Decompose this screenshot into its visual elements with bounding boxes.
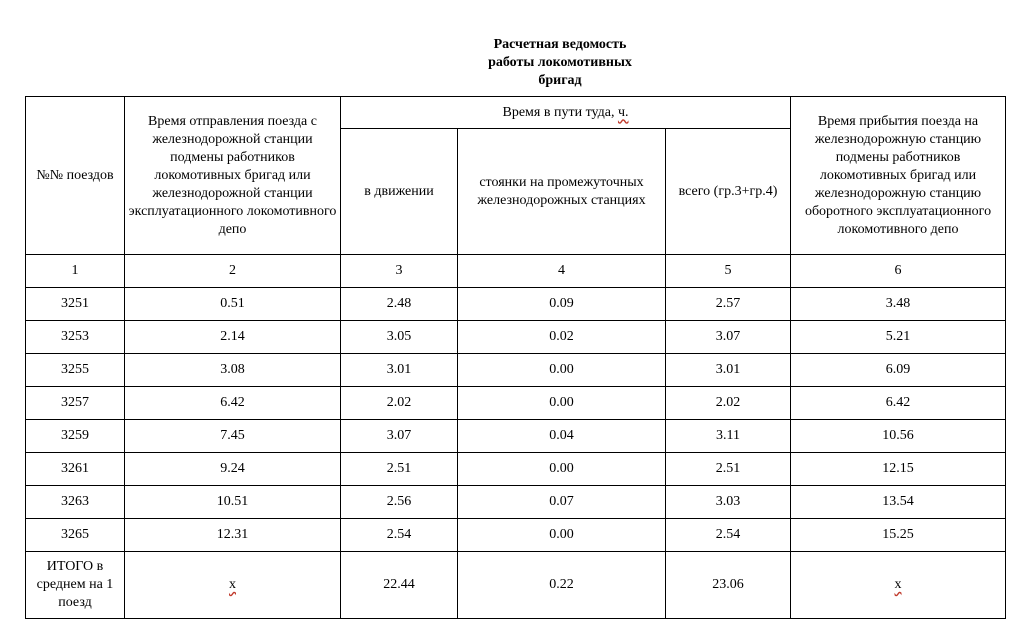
- header-in-motion: в движении: [341, 129, 458, 255]
- train-number-cell: 3251: [26, 288, 125, 321]
- total-departure-cell: [125, 552, 341, 619]
- stops-cell: 0.00: [458, 453, 666, 486]
- header-row-top: [26, 97, 1006, 129]
- train-number-cell: 3265: [26, 519, 125, 552]
- in-motion-cell: 2.54: [341, 519, 458, 552]
- train-number-cell: 3253: [26, 321, 125, 354]
- table-row: [26, 387, 1006, 420]
- total-time-cell: 3.01: [666, 354, 791, 387]
- title-line-2: работы локомотивных: [488, 55, 632, 70]
- total-arrival-value: х: [894, 577, 902, 592]
- in-motion-cell: 3.01: [341, 354, 458, 387]
- in-motion-cell: 2.51: [341, 453, 458, 486]
- stops-cell: 0.09: [458, 288, 666, 321]
- locomotive-crew-report-table: [25, 96, 1006, 619]
- total-time-cell: 2.54: [666, 519, 791, 552]
- total-label: ИТОГО в среднем на 1 поезд: [26, 552, 125, 619]
- header-travel-time-unit: ч.: [617, 104, 629, 120]
- arrival-time-cell: 10.56: [791, 420, 1006, 453]
- total-departure-value: х: [229, 577, 236, 592]
- header-travel-time-prefix: Время в пути туда,: [502, 104, 618, 120]
- arrival-time-cell: 12.15: [791, 453, 1006, 486]
- header-arrival-time: Время прибытия поезда на железнодорожную станцию подмены работников локомотивных бригад или железнодорожную станцию оборотного эксплуатационного локомотивного депо: [791, 97, 1006, 255]
- train-number-cell: 3257: [26, 387, 125, 420]
- table-row: [26, 486, 1006, 519]
- header-departure-time: Время отправления поезда с железнодорожной станции подмены работников локомотивных бригад или железнодорожной станции эксплуатационного локомотивного депо: [125, 97, 341, 255]
- arrival-time-cell: 13.54: [791, 486, 1006, 519]
- column-number: 4: [458, 255, 666, 288]
- table-row: [26, 420, 1006, 453]
- header-travel-time-group: [341, 97, 791, 129]
- arrival-time-cell: 3.48: [791, 288, 1006, 321]
- in-motion-cell: 2.02: [341, 387, 458, 420]
- title-line-1: Расчетная ведомость: [493, 37, 627, 52]
- table-row: [26, 453, 1006, 486]
- train-number-cell: 3255: [26, 354, 125, 387]
- total-stops-cell: 0.22: [458, 552, 666, 619]
- train-number-cell: 3259: [26, 420, 125, 453]
- column-number: 5: [666, 255, 791, 288]
- total-time-cell: 3.11: [666, 420, 791, 453]
- title-line-3: бригад: [538, 73, 582, 88]
- departure-time-cell: 9.24: [125, 453, 341, 486]
- in-motion-cell: 3.07: [341, 420, 458, 453]
- stops-cell: 0.04: [458, 420, 666, 453]
- in-motion-cell: 3.05: [341, 321, 458, 354]
- stops-cell: 0.00: [458, 387, 666, 420]
- total-row: [26, 552, 1006, 619]
- total-time-cell: 3.07: [666, 321, 791, 354]
- column-number: 3: [341, 255, 458, 288]
- arrival-time-cell: 5.21: [791, 321, 1006, 354]
- train-number-cell: 3263: [26, 486, 125, 519]
- total-time-cell: 2.57: [666, 288, 791, 321]
- table-row: [26, 519, 1006, 552]
- stops-cell: 0.00: [458, 519, 666, 552]
- departure-time-cell: 3.08: [125, 354, 341, 387]
- column-number: 2: [125, 255, 341, 288]
- in-motion-cell: 2.56: [341, 486, 458, 519]
- stops-cell: 0.00: [458, 354, 666, 387]
- stops-cell: 0.07: [458, 486, 666, 519]
- train-number-cell: 3261: [26, 453, 125, 486]
- total-time-cell: 3.03: [666, 486, 791, 519]
- departure-time-cell: 7.45: [125, 420, 341, 453]
- departure-time-cell: 10.51: [125, 486, 341, 519]
- departure-time-cell: 12.31: [125, 519, 341, 552]
- header-train-numbers: №№ поездов: [26, 97, 125, 255]
- column-number-row: [26, 255, 1006, 288]
- departure-time-cell: 6.42: [125, 387, 341, 420]
- report-title: [420, 36, 700, 90]
- in-motion-cell: 2.48: [341, 288, 458, 321]
- column-number: 6: [791, 255, 1006, 288]
- column-number: 1: [26, 255, 125, 288]
- table-row: [26, 288, 1006, 321]
- arrival-time-cell: 15.25: [791, 519, 1006, 552]
- arrival-time-cell: 6.42: [791, 387, 1006, 420]
- header-total: всего (гр.3+гр.4): [666, 129, 791, 255]
- departure-time-cell: 2.14: [125, 321, 341, 354]
- table-row: [26, 321, 1006, 354]
- stops-cell: 0.02: [458, 321, 666, 354]
- total-arrival-cell: [791, 552, 1006, 619]
- table-row: [26, 354, 1006, 387]
- departure-time-cell: 0.51: [125, 288, 341, 321]
- total-in-motion-cell: 22.44: [341, 552, 458, 619]
- arrival-time-cell: 6.09: [791, 354, 1006, 387]
- header-stops: стоянки на промежуточных железнодорожных станциях: [458, 129, 666, 255]
- total-time-cell: 2.51: [666, 453, 791, 486]
- total-time-cell: 23.06: [666, 552, 791, 619]
- total-time-cell: 2.02: [666, 387, 791, 420]
